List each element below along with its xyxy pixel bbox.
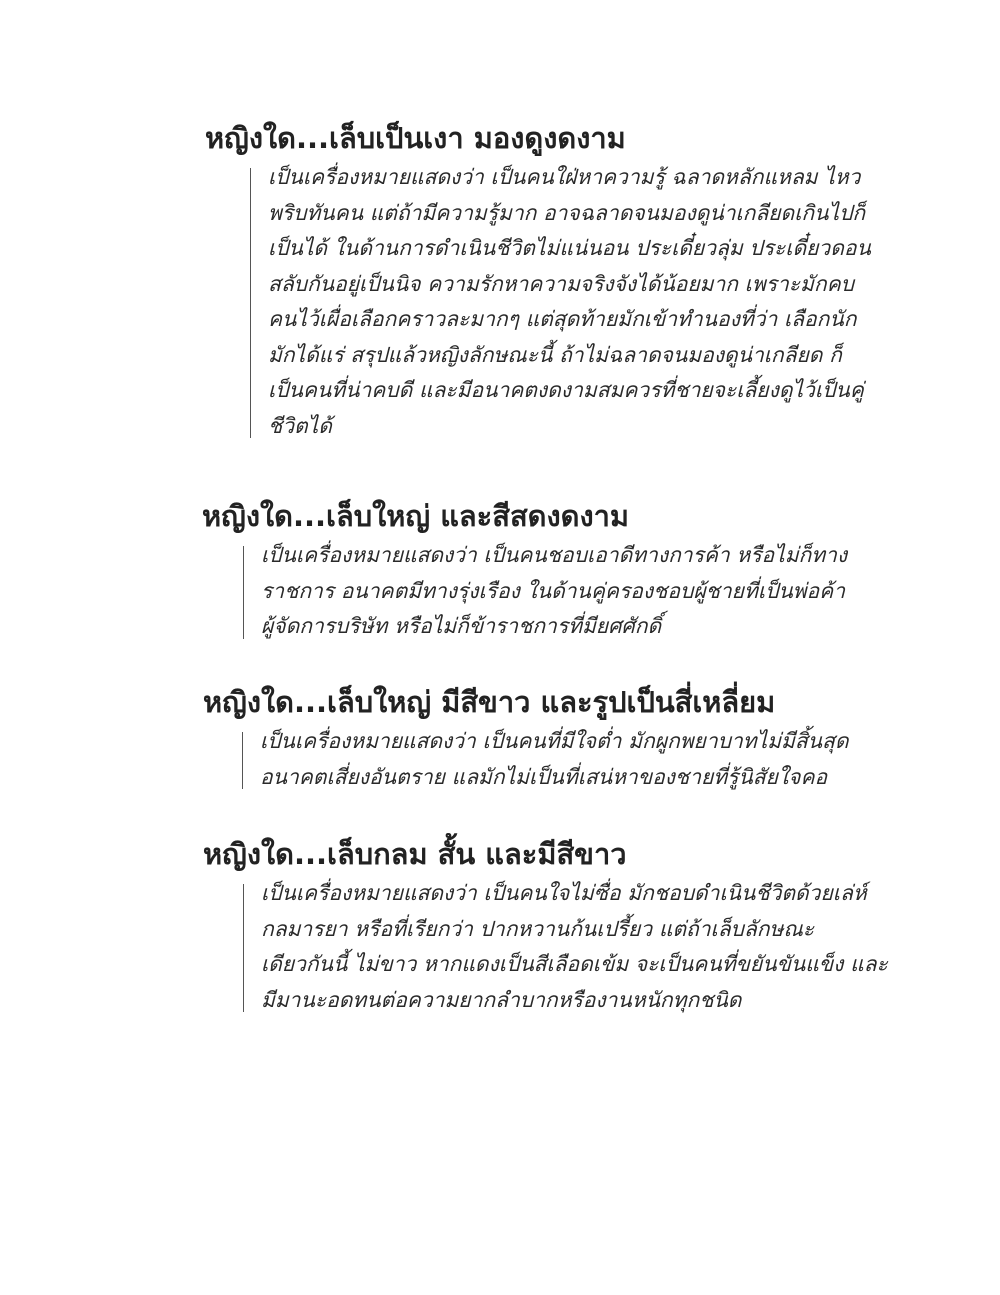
section-body	[242, 724, 849, 795]
text-line: เป็นคนที่น่าคบดี และมีอนาคตงดงามสมควรที่ชายจะเลี้ยงดูไว้เป็นคู่	[268, 378, 864, 402]
text-line: กลมารยา หรือที่เรียกว่า ปากหวานก้นเปรี้ยว แต่ถ้าเล็บลักษณะ	[261, 916, 815, 941]
section-body	[250, 160, 871, 444]
section-4	[203, 834, 888, 1018]
text-line: สลับกันอยู่เป็นนิจ ความรักหาความจริงจังได้น้อยมาก เพราะมักคบ	[268, 271, 854, 296]
section-body	[243, 538, 847, 645]
text-line: เป็นเครื่องหมายแสดงว่า เป็นคนใจไม่ซื่อ มักชอบดำเนินชีวิตด้วยเล่ห์	[261, 881, 867, 905]
section-heading: หญิงใด...เล็บใหญ่ และสีสดงดงาม	[202, 499, 630, 533]
text-line: พริบทันคน แต่ถ้ามีความรู้มาก อาจฉลาดจนมองดูน่าเกลียดเกินไปก็	[268, 200, 866, 225]
section-heading: หญิงใด...เล็บเป็นเงา มองดูงดงาม	[205, 121, 626, 155]
text-line: เป็นเครื่องหมายแสดงว่า เป็นคนที่มีใจต่ำ มักผูกพยาบาทไม่มีสิ้นสุด	[260, 729, 849, 753]
text-line: ราชการ อนาคตมีทางรุ่งเรือง ในด้านคู่ครองชอบผู้ชายที่เป็นพ่อค้า	[261, 578, 845, 603]
text-line: เป็นเครื่องหมายแสดงว่า เป็นคนชอบเอาดีทางการค้า หรือไม่ก็ทาง	[261, 543, 848, 567]
section-3	[203, 682, 849, 795]
text-line: อนาคตเสี่ยงอันตราย แลมักไม่เป็นที่เสน่หาของชายที่รู้นิสัยใจคอ	[260, 764, 828, 789]
section-1	[205, 118, 871, 444]
text-line: มีมานะอดทนต่อความยากลำบากหรืองานหนักทุกชนิด	[261, 987, 742, 1012]
text-line: ชีวิตได้	[268, 413, 332, 438]
text-line: มักได้แร่ สรุปแล้วหญิงลักษณะนี้ ถ้าไม่ฉลาดจนมองดูน่าเกลียด ก็	[268, 342, 842, 367]
vertical-rule	[243, 546, 244, 639]
section-body	[243, 876, 888, 1018]
text-line: คนไว้เผื่อเลือกคราวละมากๆ แต่สุดท้ายมักเข้าทำนองที่ว่า เลือกนัก	[268, 307, 857, 331]
section-2	[202, 496, 847, 645]
vertical-rule	[250, 168, 251, 438]
vertical-rule	[243, 884, 244, 1012]
text-line: ผู้จัดการบริษัท หรือไม่ก็ข้าราชการที่มียศศักดิ์	[261, 614, 662, 638]
text-line: เป็นได้ ในด้านการดำเนินชีวิตไม่แน่นอน ประเดี๋ยวลุ่ม ประเดี๋ยวดอน	[268, 236, 871, 260]
text-line: เดียวกันนี้ ไม่ขาว หากแดงเป็นสีเลือดเข้ม จะเป็นคนที่ขยันขันแข็ง และ	[261, 952, 888, 976]
section-heading: หญิงใด...เล็บกลม สั้น และมีสีขาว	[203, 837, 627, 871]
section-heading: หญิงใด...เล็บใหญ่ มีสีขาว และรูปเป็นสี่เหลี่ยม	[203, 685, 776, 719]
text-line: เป็นเครื่องหมายแสดงว่า เป็นคนใฝ่หาความรู้ ฉลาดหลักแหลม ไหว	[268, 165, 861, 189]
vertical-rule	[242, 732, 243, 789]
